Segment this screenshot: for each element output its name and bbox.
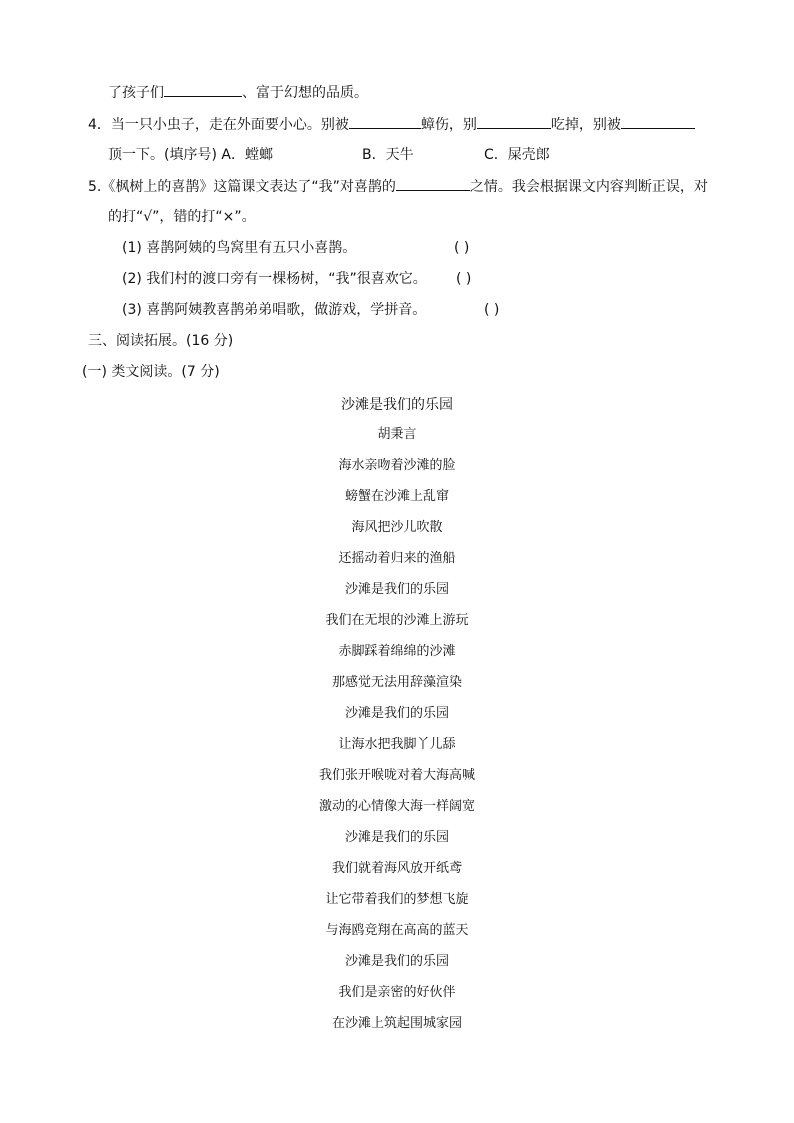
q5-item-3: (3) 喜鹊阿姨教喜鹊弟弟唱歌，做游戏，学拼音。: [122, 302, 427, 318]
answer-blank[interactable]: [477, 114, 551, 129]
q4-line-2: [108, 145, 273, 165]
q5-item-2: (2) 我们村的渡口旁有一棵杨树，“我”很喜欢它。: [122, 271, 427, 287]
q4-text-a: 4．当一只小虫子，走在外面要小心。别被: [88, 117, 349, 133]
answer-blank[interactable]: [621, 114, 695, 129]
poem-line: 螃蟹在沙滩上乱窜: [344, 489, 449, 504]
q5-item-1: (1) 喜鹊阿姨的鸟窝里有五只小喜鹊。: [122, 240, 357, 256]
poem-line: 沙滩是我们的乐园: [344, 830, 449, 845]
q4-text-b: 蟑伤，别: [420, 117, 477, 133]
poem-line: 我们张开喉咙对着大海高喊: [318, 768, 475, 783]
poem-line: 我们在无垠的沙滩上游玩: [325, 613, 469, 628]
q4-text-c: 吃掉，别被: [550, 117, 621, 133]
q5-line-2: 的打“√”，错的打“×”。: [108, 209, 256, 225]
answer-paren[interactable]: ( ): [454, 240, 470, 256]
poem-line: 海风把沙儿吹散: [351, 520, 443, 535]
answer-blank[interactable]: [164, 82, 242, 97]
poem-line: 激动的心情像大海一样阔宽: [318, 799, 475, 814]
poem-line: 沙滩是我们的乐园: [344, 582, 449, 597]
answer-blank[interactable]: [396, 176, 470, 191]
poem-line: 沙滩是我们的乐园: [344, 706, 449, 721]
poem-line: 让它带着我们的梦想飞旋: [325, 892, 469, 907]
poem-line: 在沙滩上筑起围城家园: [331, 1016, 462, 1031]
poem-line: 海水亲吻着沙滩的脸: [338, 458, 456, 473]
poem-author: 胡秉言: [377, 427, 417, 442]
q4-option-a: 顶一下。(填序号) A．螳螂: [108, 147, 273, 163]
poem-title: 沙滩是我们的乐园: [341, 396, 453, 412]
answer-paren[interactable]: ( ): [456, 271, 472, 287]
q3-continuation: [108, 82, 368, 103]
poem-line: 还摇动着归来的渔船: [338, 551, 456, 566]
poem-line: 沙滩是我们的乐园: [344, 954, 449, 969]
section-heading: 三、阅读拓展。(16 分): [88, 333, 234, 349]
q4-line-1: [88, 114, 695, 135]
q5-text-a: 5.《枫树上的喜鹊》这篇课文表达了“我”对喜鹊的: [88, 179, 396, 195]
q4-option-c: C．屎壳郎: [484, 147, 550, 163]
poem-line: 那感觉无法用辞藻渲染: [331, 675, 462, 690]
q4-option-b: B．天牛: [362, 147, 414, 163]
poem-line: 赤脚踩着绵绵的沙滩: [338, 644, 456, 659]
q5-text-b: 之情。我会根据课文内容判断正误，对: [469, 179, 708, 195]
poem-line: 让海水把我脚丫儿舔: [338, 737, 456, 752]
q3-text-post: 、富于幻想的品质。: [242, 85, 368, 101]
q5-line-1: [88, 176, 708, 197]
poem-line: 与海鸥竞翔在高高的蓝天: [325, 923, 469, 938]
poem-line: 我们就着海风放开纸鸢: [331, 861, 462, 876]
poem-line: 我们是亲密的好伙伴: [338, 985, 456, 1000]
answer-paren[interactable]: ( ): [484, 302, 500, 318]
answer-blank[interactable]: [349, 114, 421, 129]
subsection-heading: (一) 类文阅读。(7 分): [82, 364, 220, 380]
q3-text-pre: 了孩子们: [108, 85, 164, 101]
